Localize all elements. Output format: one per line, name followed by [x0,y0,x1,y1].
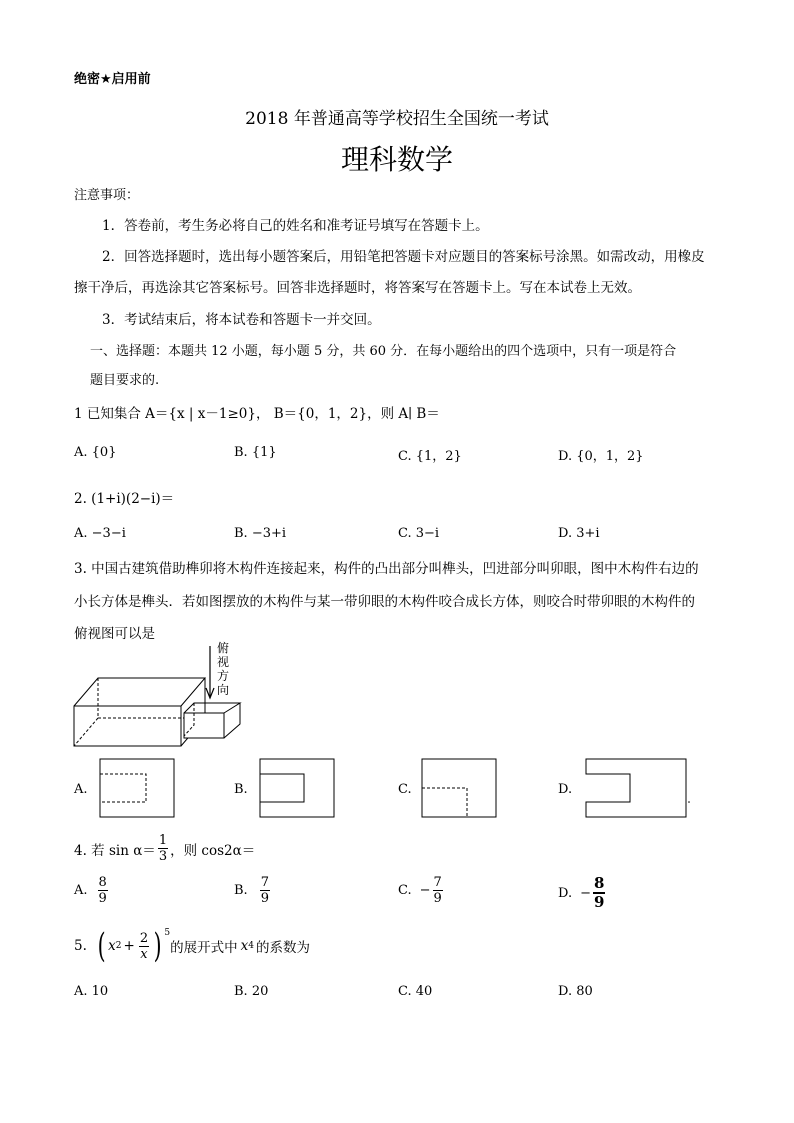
note-item-2: 2．回答选择题时，选出每小题答案后，用铅笔把答题卡对应题目的答案标号涂黑。如需改动，用橡皮 [102,249,705,265]
q4-option-b-den: 9 [260,891,269,906]
subject-title: 理科数学 [340,143,453,176]
q4-option-d [558,876,607,910]
q4-option-d-fraction [593,876,605,910]
q5-expr-den: x [140,946,148,962]
q4-option-c-sign: − [419,883,431,898]
q4-option-c-fraction [433,876,443,905]
q5-number: 5. [74,938,87,954]
q4-option-b-label: B. [234,883,248,898]
q1-option-c: C. {1，2} [398,449,462,464]
q1-stem: 1 已知集合 A＝{x | x－1≥0}， B＝{0，1，2}，则 A∣ B＝ [74,406,440,422]
q2-option-d: D. 3+i [558,526,600,541]
q3-option-b-label: B. [234,782,248,797]
q3-option-b-figure [259,757,337,819]
q3-option-d-label: D. [558,782,573,797]
q3-stem-line1: 3. 中国古建筑借助榫卯将木构件连接起来，构件的凸出部分叫榫头，凹进部分叫卯眼，图中木构件右边的 [74,561,699,577]
q5-expr-x: x [108,938,116,954]
q5-option-a: A. 10 [74,984,109,999]
q1-option-b: B. {1} [234,445,277,460]
q4-option-c-label: C. [398,883,412,898]
q2-option-b: B. −3+i [234,526,287,541]
q5-expr-plus: + [123,938,135,954]
q4-stem [74,834,255,863]
view-direction-label: 俯 视 方 向 [217,641,230,697]
q3-option-c-figure [421,757,499,819]
exam-title: 2018 年普通高等学校招生全国统一考试 [245,109,549,129]
q3-stem-line2: 小长方体是榫头．若如图摆放的木构件与某一带卯眼的木构件咬合成长方体，则咬合时带卯眼的木构件的 [74,594,695,610]
q4-stem-fraction [158,834,168,863]
q5-option-c: C. 40 [398,984,433,999]
q5-option-d: D. 80 [558,984,593,999]
q4-option-c-den: 9 [433,891,442,906]
q4-option-a-den: 9 [98,891,107,906]
big-box-front [74,706,181,746]
q5-outer-exp: 5 [164,928,171,938]
q4-stem-suffix: ，则 cos2α＝ [170,842,256,859]
q5-paren-open: ( [97,926,106,966]
q4-option-b-fraction [260,876,270,905]
q3-option-a-figure [99,757,177,819]
q2-stem: 2. (1+i)(2−i)＝ [74,491,175,507]
q4-option-d-num: 8 [594,874,605,892]
tenon-front [184,713,224,738]
note-item-3: 3．考试结束后，将本试卷和答题卡一并交回。 [102,312,381,328]
q5-stem-x-exp: 4 [248,941,254,951]
note-item-1: 1．答卷前，考生务必将自己的姓名和准考证号填写在答题卡上。 [102,218,489,234]
q4-option-b [234,876,272,905]
q4-option-c-num: 7 [433,875,442,890]
q4-option-d-label: D. [558,885,573,901]
q4-option-b-num: 7 [260,875,269,890]
q5-paren-close: ) [153,926,162,966]
q4-option-a [74,876,110,905]
q4-option-a-label: A. [74,883,88,898]
q4-frac-num: 1 [158,833,168,848]
q5-expr-fraction [139,932,149,961]
q5-stem-mid: 的展开式中 [170,940,238,956]
q5-expr-num: 2 [139,930,149,946]
q5-stem [74,926,310,966]
q2-option-c: C. 3−i [398,526,440,541]
q1-option-d: D. {0，1，2} [558,449,644,464]
q3-option-c-label: C. [398,782,412,797]
q3-stem-line3: 俯视图可以是 [74,626,155,642]
section-heading: 一、选择题：本题共 12 小题，每小题 5 分，共 60 分．在每小题给出的四个选项中，只有一项是符合 [90,344,677,359]
q3-option-a-label: A. [74,782,88,797]
q5-stem-x: x [240,938,249,954]
q4-option-d-den: 9 [594,893,605,911]
q4-option-a-num: 8 [98,875,107,890]
note-item-2-cont: 擦干净后，再选涂其它答案标号。回答非选择题时，将答案写在答题卡上。写在本试卷上无效。 [74,280,641,296]
q3-option-d-figure [585,757,695,819]
q5-stem-end: 的系数为 [255,940,310,956]
q1-option-a: A. {0} [74,445,117,460]
q4-stem-prefix: 4. 若 sin α＝ [74,842,156,859]
q4-option-a-fraction [98,876,108,905]
q5-option-b: B. 20 [234,984,269,999]
q4-option-d-sign: − [580,885,591,901]
notes-heading: 注意事项： [74,188,140,203]
q5-expr-x-exp: 2 [115,941,122,951]
section-heading-cont: 题目要求的. [90,373,160,388]
q4-frac-den: 3 [158,849,168,864]
q4-option-c [398,876,445,905]
q2-option-a: A. −3−i [74,526,126,541]
secret-label: 绝密★启用前 [74,72,151,87]
big-box-top [74,678,205,706]
